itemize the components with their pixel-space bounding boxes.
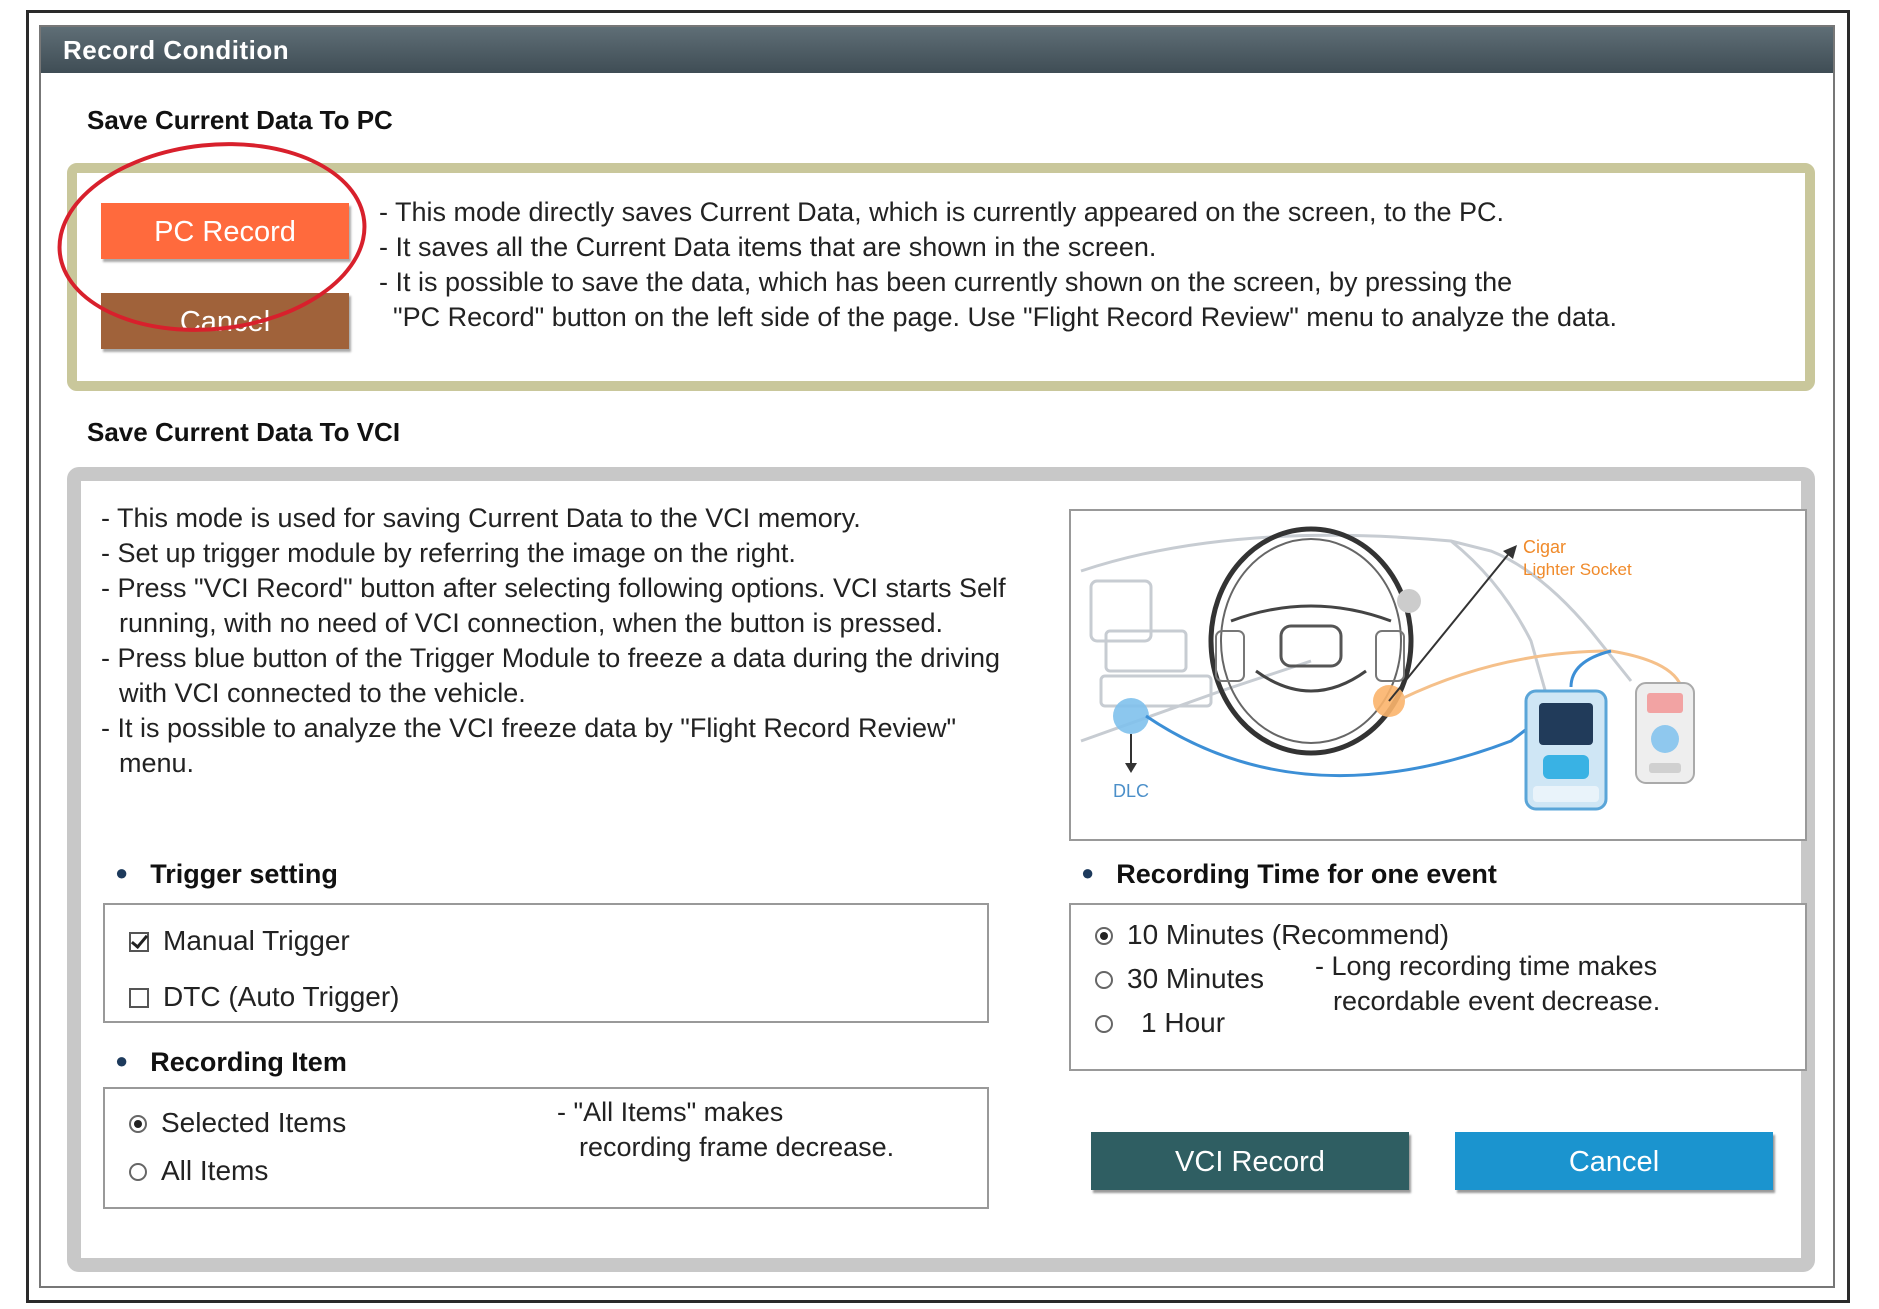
dlc-label: DLC — [1113, 781, 1150, 801]
checkbox-checked-icon[interactable] — [129, 932, 149, 952]
radio-selected-icon[interactable] — [129, 1115, 147, 1133]
pc-description-line: "PC Record" button on the left side of the page. Use "Flight Record Review" menu to analyze the data. — [393, 302, 1618, 332]
bullet-icon: ● — [115, 860, 129, 885]
window-title: Record Condition — [41, 27, 1833, 73]
vci-section-title: Save Current Data To VCI — [87, 417, 401, 447]
one-hour-option[interactable]: 1 Hour — [1095, 1007, 1225, 1039]
recording-time-heading: ● Recording Time for one event — [1081, 859, 1497, 889]
window-body — [39, 25, 1835, 1288]
vehicle-connection-illustration — [1069, 509, 1807, 841]
pc-description-line: - It is possible to save the data, which has been currently shown on the screen, by pressing the — [379, 267, 1513, 297]
radio-unselected-icon[interactable] — [1095, 1015, 1113, 1033]
pc-record-button[interactable]: PC Record — [101, 203, 349, 259]
trigger-setting-heading: ● Trigger setting — [115, 859, 338, 889]
vci-description-line: - This mode is used for saving Current Data to the VCI memory. — [101, 503, 861, 533]
dashboard-illustration-icon — [1071, 511, 1805, 839]
all-items-option[interactable]: All Items — [129, 1155, 268, 1187]
radio-unselected-icon[interactable] — [1095, 971, 1113, 989]
cigar-label: Cigar — [1523, 537, 1567, 557]
vci-section-panel — [67, 467, 1815, 1272]
radio-unselected-icon[interactable] — [129, 1163, 147, 1181]
ten-minutes-option[interactable]: 10 Minutes (Recommend) — [1095, 919, 1449, 951]
thirty-minutes-option[interactable]: 30 Minutes — [1095, 963, 1264, 995]
pc-description-line: - It saves all the Current Data items that are shown in the screen. — [379, 232, 1157, 262]
recording-item-heading: ● Recording Item — [115, 1047, 347, 1077]
trigger-setting-box — [103, 903, 989, 1023]
recording-time-note: - Long recording time makes recordable event decrease. — [1315, 951, 1661, 1016]
bullet-icon: ● — [1081, 860, 1095, 885]
pc-description-line: - This mode directly saves Current Data, which is currently appeared on the screen, to the PC. — [379, 197, 1505, 227]
vci-description — [101, 501, 1021, 781]
manual-trigger-option[interactable]: Manual Trigger — [129, 925, 350, 957]
recording-item-note: - "All Items" makes recording frame decrease. — [557, 1097, 895, 1162]
vci-description-line: - Press "VCI Record" button after selecting following options. VCI starts Self running, with no need of VCI connection, when the button is pressed. — [101, 573, 1006, 638]
pc-section-panel — [67, 163, 1815, 391]
lighter-socket-label: Lighter Socket — [1523, 560, 1632, 579]
recording-time-box — [1069, 903, 1807, 1071]
vci-record-button[interactable]: VCI Record — [1091, 1132, 1409, 1190]
pc-cancel-button[interactable]: Cancel — [101, 293, 349, 349]
vci-cancel-button[interactable]: Cancel — [1455, 1132, 1773, 1190]
dtc-auto-trigger-option[interactable]: DTC (Auto Trigger) — [129, 981, 400, 1013]
recording-item-box — [103, 1087, 989, 1209]
pc-section-title: Save Current Data To PC — [87, 105, 393, 135]
vci-description-line: - Press blue button of the Trigger Module to freeze a data during the driving with VCI connected to the vehicle. — [101, 643, 1001, 708]
selected-items-option[interactable]: Selected Items — [129, 1107, 346, 1139]
record-condition-window — [26, 10, 1850, 1303]
checkbox-unchecked-icon[interactable] — [129, 988, 149, 1008]
pc-description — [379, 195, 1785, 335]
bullet-icon: ● — [115, 1048, 129, 1073]
vci-description-line: - It is possible to analyze the VCI freeze data by "Flight Record Review" menu. — [101, 713, 957, 778]
vci-description-line: - Set up trigger module by referring the image on the right. — [101, 538, 796, 568]
radio-selected-icon[interactable] — [1095, 927, 1113, 945]
